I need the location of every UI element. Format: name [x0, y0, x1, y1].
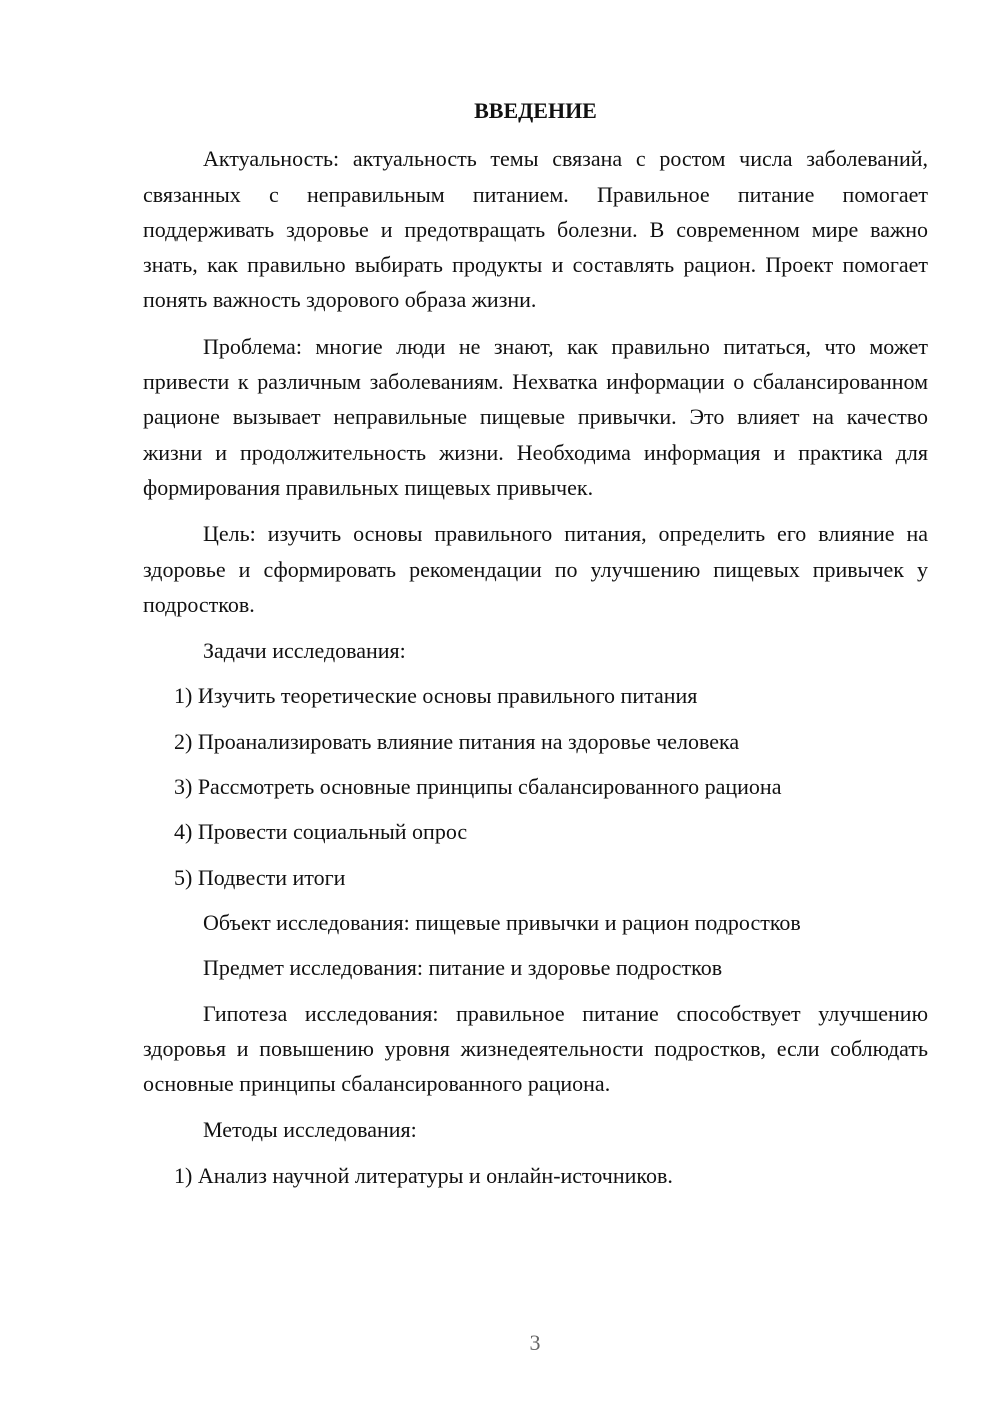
- methods-heading: Методы исследования:: [203, 1117, 417, 1143]
- task-item-1: 1) Изучить теоретические основы правильного питания: [174, 683, 698, 709]
- task-item-5: 5) Подвести итоги: [174, 864, 346, 890]
- goal-paragraph: Цель: изучить основы правильного питания, определить его влияние на здоровье и сформировать рекомендации по улучшению пищевых привычек у подростков.: [143, 521, 928, 617]
- problem-paragraph: Проблема: многие люди не знают, как правильно питаться, что может привести к различным заболеваниям. Нехватка информации о сбалансированном рационе вызывает неправильные пищевые привычки. Это влияет на качество жизни и продолжительность жизни. Необходима информация и практика для формирования правильных пищевых привычек.: [143, 333, 928, 500]
- actuality-paragraph: Актуальность: актуальность темы связана с ростом числа заболеваний, связанных с неправильным питанием. Правильное питание помогает поддерживать здоровье и предотвращать болезни. В современном мире важно знать, как правильно выбирать продукты и составлять рацион. Проект помогает понять важность здорового образа жизни.: [143, 146, 928, 313]
- method-item-1: 1) Анализ научной литературы и онлайн-источников.: [174, 1162, 673, 1188]
- page-number: 3: [529, 1330, 541, 1355]
- object-paragraph: Объект исследования: пищевые привычки и рацион подростков: [203, 909, 801, 935]
- task-item-3: 3) Рассмотреть основные принципы сбалансированного рациона: [174, 774, 782, 800]
- task-item-2: 2) Проанализировать влияние питания на здоровье человека: [174, 728, 740, 754]
- hypothesis-paragraph: Гипотеза исследования: правильное питание способствует улучшению здоровья и повышению уровня жизнедеятельности подростков, если соблюдать основные принципы сбалансированного рациона.: [143, 1000, 928, 1097]
- tasks-heading: Задачи исследования:: [203, 638, 406, 664]
- subject-paragraph: Предмет исследования: питание и здоровье подростков: [203, 955, 723, 981]
- section-title: ВВЕДЕНИЕ: [474, 98, 597, 123]
- document-page: [143, 93, 928, 1203]
- task-item-4: 4) Провести социальный опрос: [174, 819, 468, 845]
